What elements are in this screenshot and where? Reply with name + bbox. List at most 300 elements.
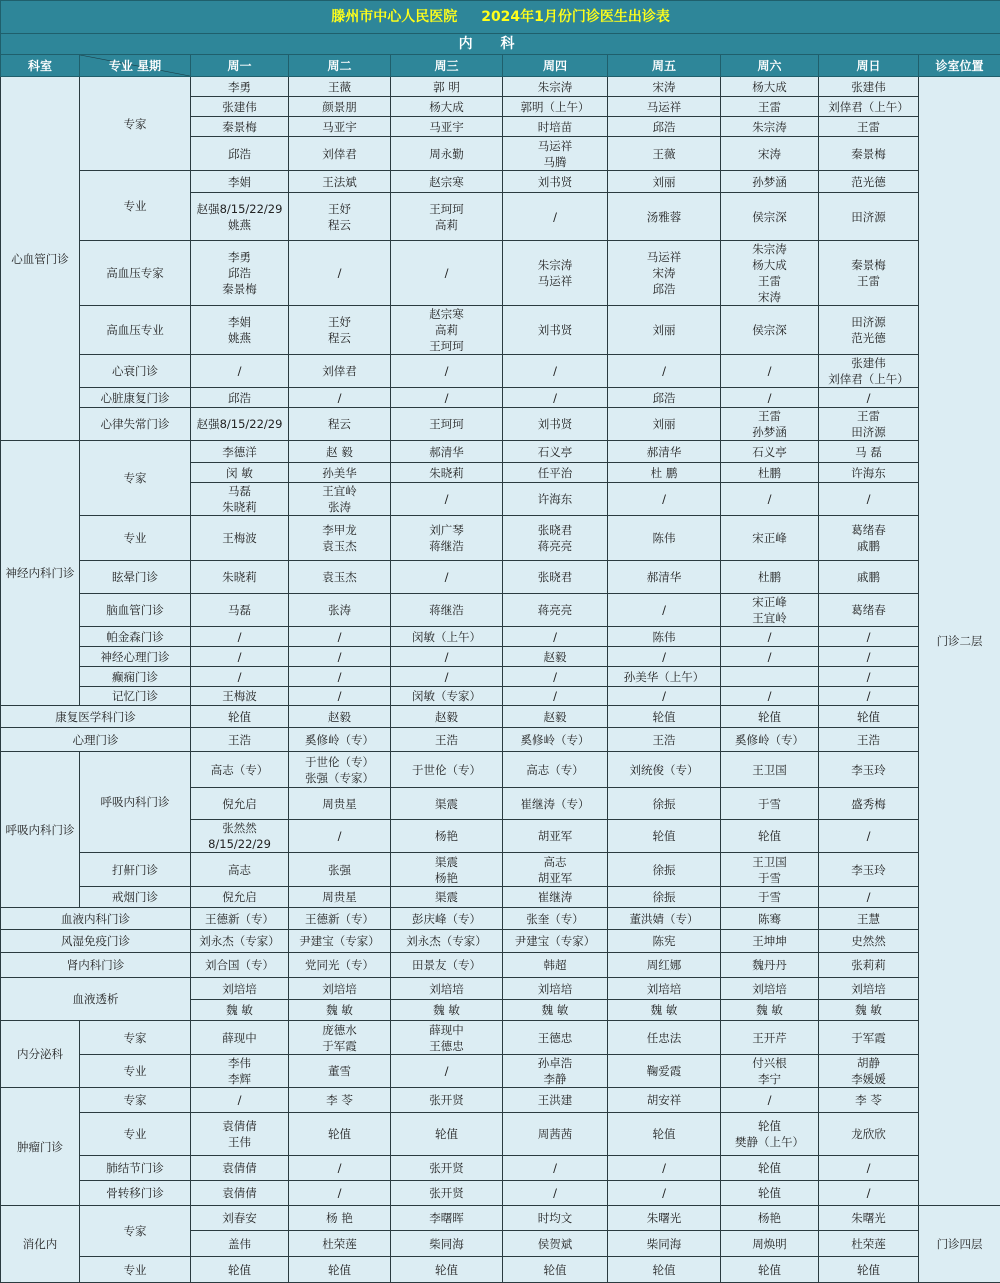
- doctor-cell: 王德新（专）: [289, 908, 391, 930]
- specialty-name: 高血压专家: [80, 241, 191, 306]
- doctor-cell: /: [819, 483, 919, 516]
- doctor-cell: 任忠法: [608, 1021, 721, 1055]
- doctor-cell: 杜鹏: [721, 463, 819, 483]
- doctor-cell: 龙欣欣: [819, 1113, 919, 1156]
- doctor-cell: 马运祥 宋涛 邱浩: [608, 241, 721, 306]
- table-row: [1, 887, 1000, 908]
- doctor-cell: 于世伦（专）: [391, 752, 503, 788]
- doctor-cell: 彭庆峰（专）: [391, 908, 503, 930]
- doctor-cell: 周焕明: [721, 1231, 819, 1257]
- doctor-cell: 郝清华: [608, 561, 721, 594]
- doctor-cell: 田济源: [819, 193, 919, 241]
- section-title: 内科: [1, 34, 1000, 55]
- table-row: [1, 687, 1000, 706]
- doctor-cell: 刘合国（专）: [191, 953, 289, 978]
- doctor-cell: [721, 667, 819, 687]
- table-row: [1, 1181, 1000, 1206]
- doctor-cell: 王法斌: [289, 171, 391, 193]
- doctor-cell: 李 苓: [819, 1088, 919, 1113]
- doctor-cell: 渠震: [391, 788, 503, 820]
- doctor-cell: 葛绪春 戚鹏: [819, 516, 919, 561]
- doctor-cell: 王薇: [289, 77, 391, 97]
- doctor-cell: 柴同海: [391, 1231, 503, 1257]
- header-day: 周一: [191, 55, 289, 77]
- table-row: [1, 667, 1000, 687]
- doctor-cell: 王浩: [608, 728, 721, 752]
- doctor-cell: 马运祥: [608, 97, 721, 117]
- doctor-cell: 渠震: [391, 887, 503, 908]
- doctor-cell: 朱宗涛: [721, 117, 819, 137]
- doctor-cell: 许海东: [503, 483, 608, 516]
- specialty-name: 眩晕门诊: [80, 561, 191, 594]
- header-day: 周日: [819, 55, 919, 77]
- doctor-cell: 党同光（专）: [289, 953, 391, 978]
- doctor-cell: 李伟 李辉: [191, 1055, 289, 1088]
- doctor-cell: 王珂珂 高莉: [391, 193, 503, 241]
- doctor-cell: 马磊 朱晓莉: [191, 483, 289, 516]
- doctor-cell: 张开贤: [391, 1181, 503, 1206]
- doctor-cell: 马磊: [191, 594, 289, 627]
- doctor-cell: /: [289, 667, 391, 687]
- doctor-cell: 任平治: [503, 463, 608, 483]
- doctor-cell: 杜鹏: [721, 561, 819, 594]
- doctor-cell: 张建伟 刘倖君（上午）: [819, 355, 919, 388]
- doctor-cell: 轮值: [721, 1156, 819, 1181]
- specialty-name: 打鼾门诊: [80, 853, 191, 887]
- doctor-cell: /: [721, 687, 819, 706]
- department-name: 神经内科门诊: [1, 441, 80, 706]
- table-row: [1, 1257, 1000, 1283]
- doctor-cell: 魏 敏: [289, 1000, 391, 1021]
- doctor-cell: 周贵星: [289, 887, 391, 908]
- doctor-cell: 李娟: [191, 171, 289, 193]
- department-name: 肿瘤门诊: [1, 1088, 80, 1206]
- table-row: [1, 388, 1000, 408]
- doctor-cell: 刘倖君: [289, 137, 391, 171]
- clinic-location: 门诊四层: [919, 1206, 1000, 1283]
- table-row: [1, 908, 1000, 930]
- doctor-cell: 郭 明: [391, 77, 503, 97]
- doctor-cell: 王坤坤: [721, 930, 819, 953]
- doctor-cell: 刘培培: [503, 978, 608, 1000]
- doctor-cell: /: [289, 647, 391, 667]
- doctor-cell: 秦景梅: [819, 137, 919, 171]
- doctor-cell: 魏丹丹: [721, 953, 819, 978]
- header-specialty-weekday-label: 专业 星期: [109, 59, 161, 73]
- doctor-cell: 赵毅: [289, 706, 391, 728]
- table-row: [1, 561, 1000, 594]
- doctor-cell: 轮值: [391, 1113, 503, 1156]
- doctor-cell: 秦景梅 王雷: [819, 241, 919, 306]
- doctor-cell: 史然然: [819, 930, 919, 953]
- doctor-cell: /: [721, 627, 819, 647]
- doctor-cell: 董洪婧（专）: [608, 908, 721, 930]
- doctor-cell: 轮值: [503, 1257, 608, 1283]
- doctor-cell: 奚修岭（专）: [503, 728, 608, 752]
- doctor-cell: 盛秀梅: [819, 788, 919, 820]
- specialty-name: 帕金森门诊: [80, 627, 191, 647]
- table-row: [1, 853, 1000, 887]
- doctor-cell: 于军霞: [819, 1021, 919, 1055]
- doctor-cell: /: [289, 687, 391, 706]
- doctor-cell: /: [721, 1088, 819, 1113]
- department-name: 肾内科门诊: [1, 953, 191, 978]
- doctor-cell: /: [289, 388, 391, 408]
- doctor-cell: 轮值: [191, 706, 289, 728]
- doctor-cell: 倪允启: [191, 887, 289, 908]
- doctor-cell: 刘培培: [608, 978, 721, 1000]
- specialty-name: 专家: [80, 77, 191, 171]
- doctor-cell: /: [391, 355, 503, 388]
- doctor-cell: 崔继涛（专）: [503, 788, 608, 820]
- doctor-cell: 闵 敏: [191, 463, 289, 483]
- doctor-cell: /: [608, 647, 721, 667]
- doctor-cell: 杨艳: [721, 1206, 819, 1231]
- doctor-cell: /: [721, 388, 819, 408]
- doctor-cell: /: [191, 647, 289, 667]
- doctor-cell: 薛现中 王德忠: [391, 1021, 503, 1055]
- doctor-cell: 付兴根 李宁: [721, 1055, 819, 1088]
- doctor-cell: 张开贤: [391, 1156, 503, 1181]
- doctor-cell: 李甲龙 袁玉杰: [289, 516, 391, 561]
- doctor-cell: 轮值: [391, 1257, 503, 1283]
- specialty-name: 骨转移门诊: [80, 1181, 191, 1206]
- specialty-name: 脑血管门诊: [80, 594, 191, 627]
- doctor-cell: 田景友（专）: [391, 953, 503, 978]
- table-row: [1, 355, 1000, 388]
- doctor-cell: /: [391, 1055, 503, 1088]
- doctor-cell: 王梅波: [191, 516, 289, 561]
- doctor-cell: 汤雅蓉: [608, 193, 721, 241]
- doctor-cell: 奚修岭（专）: [289, 728, 391, 752]
- doctor-cell: 张奎（专）: [503, 908, 608, 930]
- doctor-cell: 李曙晖: [391, 1206, 503, 1231]
- doctor-cell: 王洪建: [503, 1088, 608, 1113]
- doctor-cell: /: [391, 561, 503, 594]
- specialty-name: 专业: [80, 1055, 191, 1088]
- doctor-cell: 刘培培: [391, 978, 503, 1000]
- doctor-cell: 王开芹: [721, 1021, 819, 1055]
- doctor-cell: 朱宗涛 杨大成 王雷 宋涛: [721, 241, 819, 306]
- table-row: [1, 647, 1000, 667]
- doctor-cell: 王浩: [819, 728, 919, 752]
- doctor-cell: 轮值: [721, 1257, 819, 1283]
- doctor-cell: 邱浩: [191, 388, 289, 408]
- doctor-cell: /: [819, 667, 919, 687]
- doctor-cell: 李 苓: [289, 1088, 391, 1113]
- doctor-cell: /: [503, 667, 608, 687]
- specialty-name: 专家: [80, 441, 191, 516]
- doctor-cell: 赵宗寒: [391, 171, 503, 193]
- specialty-name: 专家: [80, 1206, 191, 1257]
- doctor-cell: 王慧: [819, 908, 919, 930]
- doctor-cell: 蒋继浩: [391, 594, 503, 627]
- doctor-cell: 于世伦（专） 张强（专家）: [289, 752, 391, 788]
- table-row: [1, 627, 1000, 647]
- doctor-cell: 袁倩倩: [191, 1156, 289, 1181]
- doctor-cell: 刘丽: [608, 408, 721, 441]
- doctor-cell: /: [191, 355, 289, 388]
- doctor-cell: 韩超: [503, 953, 608, 978]
- doctor-cell: 王卫国 于雪: [721, 853, 819, 887]
- doctor-cell: 戚鹏: [819, 561, 919, 594]
- specialty-name: 戒烟门诊: [80, 887, 191, 908]
- doctor-cell: /: [819, 887, 919, 908]
- doctor-cell: 刘书贤: [503, 408, 608, 441]
- doctor-cell: 杜荣莲: [289, 1231, 391, 1257]
- doctor-cell: 周贵星: [289, 788, 391, 820]
- doctor-cell: 朱曙光: [608, 1206, 721, 1231]
- department-name: 内分泌科: [1, 1021, 80, 1088]
- doctor-cell: 刘丽: [608, 171, 721, 193]
- doctor-cell: 李玉玲: [819, 752, 919, 788]
- doctor-cell: /: [503, 1156, 608, 1181]
- doctor-cell: 轮值: [721, 706, 819, 728]
- doctor-cell: 马 磊: [819, 441, 919, 463]
- doctor-cell: /: [503, 193, 608, 241]
- doctor-cell: 崔继涛: [503, 887, 608, 908]
- department-name: 呼吸内科门诊: [1, 752, 80, 908]
- doctor-cell: 邱浩: [608, 388, 721, 408]
- doctor-cell: 轮值: [819, 1257, 919, 1283]
- doctor-cell: 朱晓莉: [191, 561, 289, 594]
- hospital-name: 滕州市中心人民医院: [331, 9, 457, 25]
- doctor-cell: 袁玉杰: [289, 561, 391, 594]
- doctor-cell: /: [391, 483, 503, 516]
- department-name: 血液内科门诊: [1, 908, 191, 930]
- doctor-cell: 胡静 李媛媛: [819, 1055, 919, 1088]
- department-name: 消化内: [1, 1206, 80, 1283]
- doctor-cell: 杨大成: [721, 77, 819, 97]
- header-location: 诊室位置: [919, 55, 1000, 77]
- doctor-cell: 胡亚军: [503, 820, 608, 853]
- doctor-cell: 王德忠: [503, 1021, 608, 1055]
- department-name: 血液透析: [1, 978, 191, 1021]
- doctor-cell: 轮值: [289, 1113, 391, 1156]
- doctor-cell: /: [819, 647, 919, 667]
- doctor-cell: 刘培培: [191, 978, 289, 1000]
- doctor-cell: 孙卓浩 李静: [503, 1055, 608, 1088]
- doctor-cell: 轮值: [608, 1113, 721, 1156]
- department-name: 风湿免疫门诊: [1, 930, 191, 953]
- doctor-cell: 轮值: [608, 706, 721, 728]
- specialty-name: 专业: [80, 516, 191, 561]
- doctor-cell: 王薇: [608, 137, 721, 171]
- specialty-name: 专业: [80, 1257, 191, 1283]
- doctor-cell: 刘倖君（上午）: [819, 97, 919, 117]
- clinic-location: 门诊二层: [919, 77, 1000, 1206]
- doctor-cell: 马运祥 马腾: [503, 137, 608, 171]
- doctor-cell: 刘书贤: [503, 306, 608, 355]
- specialty-name: 记忆门诊: [80, 687, 191, 706]
- doctor-cell: 侯贺斌: [503, 1231, 608, 1257]
- doctor-cell: /: [608, 483, 721, 516]
- specialty-name: 专家: [80, 1021, 191, 1055]
- table-row: [1, 752, 1000, 788]
- doctor-cell: /: [608, 594, 721, 627]
- doctor-cell: 马亚宇: [289, 117, 391, 137]
- doctor-cell: /: [391, 667, 503, 687]
- table-row: [1, 77, 1000, 97]
- doctor-cell: 王雷: [721, 97, 819, 117]
- doctor-cell: 王珂珂: [391, 408, 503, 441]
- doctor-cell: 郝清华: [608, 441, 721, 463]
- doctor-cell: 轮值: [608, 820, 721, 853]
- doctor-cell: 袁倩倩 王伟: [191, 1113, 289, 1156]
- doctor-cell: /: [819, 1156, 919, 1181]
- doctor-cell: 柴同海: [608, 1231, 721, 1257]
- doctor-cell: 时培苗: [503, 117, 608, 137]
- doctor-cell: 轮值 樊静（上午）: [721, 1113, 819, 1156]
- doctor-cell: 张然然8/15/22/29: [191, 820, 289, 853]
- specialty-name: 肺结节门诊: [80, 1156, 191, 1181]
- doctor-cell: 轮值: [819, 706, 919, 728]
- doctor-cell: 蒋亮亮: [503, 594, 608, 627]
- table-row: [1, 978, 1000, 1000]
- specialty-name: 心脏康复门诊: [80, 388, 191, 408]
- table-row: [1, 306, 1000, 355]
- doctor-cell: 刘永杰（专家）: [191, 930, 289, 953]
- table-row: [1, 1156, 1000, 1181]
- doctor-cell: 程云: [289, 408, 391, 441]
- doctor-cell: 轮值: [721, 820, 819, 853]
- doctor-cell: 庞德水 于军霞: [289, 1021, 391, 1055]
- doctor-cell: 马亚宇: [391, 117, 503, 137]
- doctor-cell: 赵毅: [391, 706, 503, 728]
- doctor-cell: /: [289, 1156, 391, 1181]
- doctor-cell: 王宜岭 张涛: [289, 483, 391, 516]
- doctor-cell: 陈骞: [721, 908, 819, 930]
- doctor-cell: 颜景朋: [289, 97, 391, 117]
- doctor-cell: /: [503, 627, 608, 647]
- doctor-cell: /: [608, 355, 721, 388]
- specialty-name: 呼吸内科门诊: [80, 752, 191, 853]
- doctor-cell: 张建伟: [191, 97, 289, 117]
- doctor-cell: 陈宪: [608, 930, 721, 953]
- doctor-cell: 刘培培: [721, 978, 819, 1000]
- schedule-title: [1, 1, 1000, 34]
- table-row: [1, 171, 1000, 193]
- doctor-cell: 李勇: [191, 77, 289, 97]
- doctor-cell: 邱浩: [608, 117, 721, 137]
- header-day: 周二: [289, 55, 391, 77]
- doctor-cell: 李德洋: [191, 441, 289, 463]
- doctor-cell: 周茜茜: [503, 1113, 608, 1156]
- doctor-cell: /: [191, 1088, 289, 1113]
- doctor-cell: 高志: [191, 853, 289, 887]
- doctor-cell: /: [391, 647, 503, 667]
- doctor-cell: /: [289, 241, 391, 306]
- doctor-cell: 于雪: [721, 887, 819, 908]
- table-row: [1, 516, 1000, 561]
- doctor-cell: 赵毅: [503, 647, 608, 667]
- doctor-cell: 杜荣莲: [819, 1231, 919, 1257]
- doctor-cell: 孙美华（上午）: [608, 667, 721, 687]
- doctor-cell: /: [608, 1156, 721, 1181]
- specialty-name: 高血压专业: [80, 306, 191, 355]
- doctor-cell: 王妤 程云: [289, 306, 391, 355]
- doctor-cell: 轮值: [608, 1257, 721, 1283]
- doctor-cell: /: [391, 388, 503, 408]
- doctor-cell: 魏 敏: [819, 1000, 919, 1021]
- doctor-cell: 赵强8/15/22/29: [191, 408, 289, 441]
- doctor-cell: 刘广琴 蒋继浩: [391, 516, 503, 561]
- doctor-cell: 徐振: [608, 887, 721, 908]
- doctor-cell: 赵毅: [503, 706, 608, 728]
- doctor-cell: 杨艳: [391, 820, 503, 853]
- doctor-cell: 秦景梅: [191, 117, 289, 137]
- table-row: [1, 441, 1000, 463]
- doctor-cell: 田济源 范光德: [819, 306, 919, 355]
- doctor-cell: 王浩: [191, 728, 289, 752]
- doctor-cell: 宋涛: [721, 137, 819, 171]
- doctor-cell: 邱浩: [191, 137, 289, 171]
- doctor-cell: /: [289, 627, 391, 647]
- doctor-cell: 许海东: [819, 463, 919, 483]
- doctor-cell: /: [819, 388, 919, 408]
- doctor-cell: 魏 敏: [721, 1000, 819, 1021]
- doctor-cell: /: [503, 687, 608, 706]
- doctor-cell: 张强: [289, 853, 391, 887]
- doctor-cell: /: [608, 687, 721, 706]
- doctor-cell: 王梅波: [191, 687, 289, 706]
- doctor-cell: 王德新（专）: [191, 908, 289, 930]
- doctor-cell: /: [819, 1181, 919, 1206]
- doctor-cell: 魏 敏: [608, 1000, 721, 1021]
- specialty-name: 心衰门诊: [80, 355, 191, 388]
- doctor-cell: 闵敏（专家）: [391, 687, 503, 706]
- doctor-cell: 宋正峰 王宜岭: [721, 594, 819, 627]
- doctor-cell: 刘培培: [289, 978, 391, 1000]
- doctor-cell: 宋正峰: [721, 516, 819, 561]
- doctor-cell: 王雷 田济源: [819, 408, 919, 441]
- doctor-cell: 石义亭: [503, 441, 608, 463]
- doctor-cell: /: [289, 1181, 391, 1206]
- doctor-cell: 李勇 邱浩 秦景梅: [191, 241, 289, 306]
- doctor-cell: 朱宗涛: [503, 77, 608, 97]
- doctor-cell: /: [289, 820, 391, 853]
- table-row: [1, 728, 1000, 752]
- table-row: [1, 1055, 1000, 1088]
- doctor-cell: /: [608, 1181, 721, 1206]
- doctor-cell: 陈伟: [608, 516, 721, 561]
- doctor-cell: 高志（专）: [191, 752, 289, 788]
- doctor-cell: 赵宗寒 高莉 王珂珂: [391, 306, 503, 355]
- doctor-cell: 徐振: [608, 788, 721, 820]
- header-day: 周六: [721, 55, 819, 77]
- doctor-cell: 周红娜: [608, 953, 721, 978]
- doctor-cell: 侯宗深: [721, 306, 819, 355]
- doctor-cell: 尹建宝（专家）: [289, 930, 391, 953]
- table-row: [1, 1088, 1000, 1113]
- doctor-cell: 盖伟: [191, 1231, 289, 1257]
- header-day: 周五: [608, 55, 721, 77]
- doctor-cell: /: [191, 627, 289, 647]
- doctor-cell: 孙美华: [289, 463, 391, 483]
- doctor-cell: 轮值: [721, 1181, 819, 1206]
- doctor-cell: /: [721, 483, 819, 516]
- doctor-cell: 倪允启: [191, 788, 289, 820]
- doctor-cell: /: [819, 687, 919, 706]
- doctor-cell: 刘统俊（专）: [608, 752, 721, 788]
- table-row: [1, 930, 1000, 953]
- doctor-cell: 鞠爱霞: [608, 1055, 721, 1088]
- doctor-cell: 渠震 杨艳: [391, 853, 503, 887]
- doctor-cell: /: [503, 388, 608, 408]
- table-row: [1, 1206, 1000, 1231]
- doctor-cell: 高志 胡亚军: [503, 853, 608, 887]
- department-name: 心血管门诊: [1, 77, 80, 441]
